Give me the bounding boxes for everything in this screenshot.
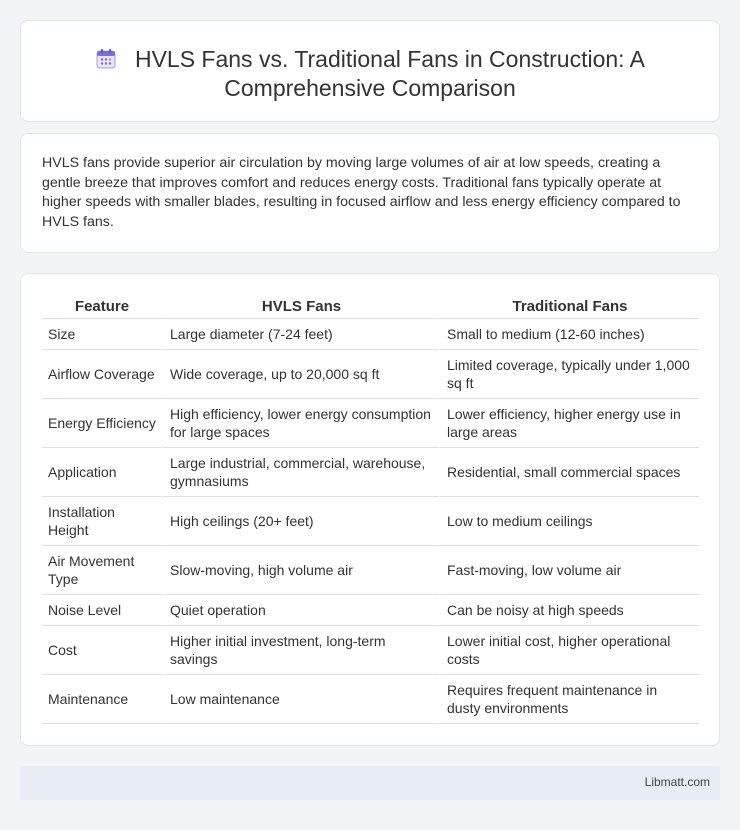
row-traditional-value: Lower initial cost, higher operational costs	[439, 626, 699, 675]
row-traditional-value: Lower efficiency, higher energy use in large areas	[439, 399, 699, 448]
row-hvls-value: Large diameter (7-24 feet)	[162, 319, 439, 350]
footer-bar	[20, 766, 720, 800]
page-title: HVLS Fans vs. Traditional Fans in Construction: A Comprehensive Comparison	[134, 46, 646, 101]
row-traditional-value: Limited coverage, typically under 1,000 sq ft	[439, 350, 699, 399]
row-feature: Maintenance	[42, 675, 162, 724]
table-row	[42, 595, 699, 626]
table-header-row	[42, 294, 699, 319]
intro-paragraph: HVLS fans provide superior air circulation by moving large volumes of air at low speeds, creating a gentle breeze that improves comfort and reduces energy costs. Traditional fans typically operate at higher speeds with smaller blades, resulting in focused airflow and less energy efficiency compared to HVLS fans.	[42, 155, 681, 230]
table-row	[42, 546, 699, 595]
row-hvls-value: Low maintenance	[162, 675, 439, 724]
table-row	[42, 319, 699, 350]
row-hvls-value: High efficiency, lower energy consumption for large spaces	[162, 399, 439, 448]
row-hvls-value: Higher initial investment, long-term savings	[162, 626, 439, 675]
footer-brand-link[interactable]: Libmatt.com	[644, 775, 710, 789]
row-hvls-value: Quiet operation	[162, 595, 439, 626]
table-row	[42, 675, 699, 724]
row-feature: Cost	[42, 626, 162, 675]
comparison-table	[42, 294, 699, 724]
table-row	[42, 448, 699, 497]
row-hvls-value: Wide coverage, up to 20,000 sq ft	[162, 350, 439, 399]
row-feature: Size	[42, 319, 162, 350]
table-row	[42, 626, 699, 675]
row-traditional-value: Low to medium ceilings	[439, 497, 699, 546]
row-traditional-value: Requires frequent maintenance in dusty environments	[439, 675, 699, 724]
title-card	[20, 20, 720, 122]
page-title-row	[21, 45, 719, 103]
row-hvls-value: Slow-moving, high volume air	[162, 546, 439, 595]
row-traditional-value: Fast-moving, low volume air	[439, 546, 699, 595]
header-traditional-fans: Traditional Fans	[439, 294, 699, 319]
header-feature: Feature	[42, 294, 162, 319]
row-feature: Noise Level	[42, 595, 162, 626]
row-traditional-value: Small to medium (12-60 inches)	[439, 319, 699, 350]
row-feature: Application	[42, 448, 162, 497]
table-row	[42, 497, 699, 546]
row-feature: Energy Efficiency	[42, 399, 162, 448]
row-hvls-value: High ceilings (20+ feet)	[162, 497, 439, 546]
row-feature: Airflow Coverage	[42, 350, 162, 399]
row-hvls-value: Large industrial, commercial, warehouse, gymnasiums	[162, 448, 439, 497]
row-feature: Air Movement Type	[42, 546, 162, 595]
intro-card	[20, 133, 720, 253]
calendar-icon	[95, 48, 117, 70]
row-traditional-value: Can be noisy at high speeds	[439, 595, 699, 626]
table-row	[42, 399, 699, 448]
comparison-table-card	[20, 273, 720, 746]
row-traditional-value: Residential, small commercial spaces	[439, 448, 699, 497]
header-hvls-fans: HVLS Fans	[162, 294, 439, 319]
table-row	[42, 350, 699, 399]
row-feature: Installation Height	[42, 497, 162, 546]
